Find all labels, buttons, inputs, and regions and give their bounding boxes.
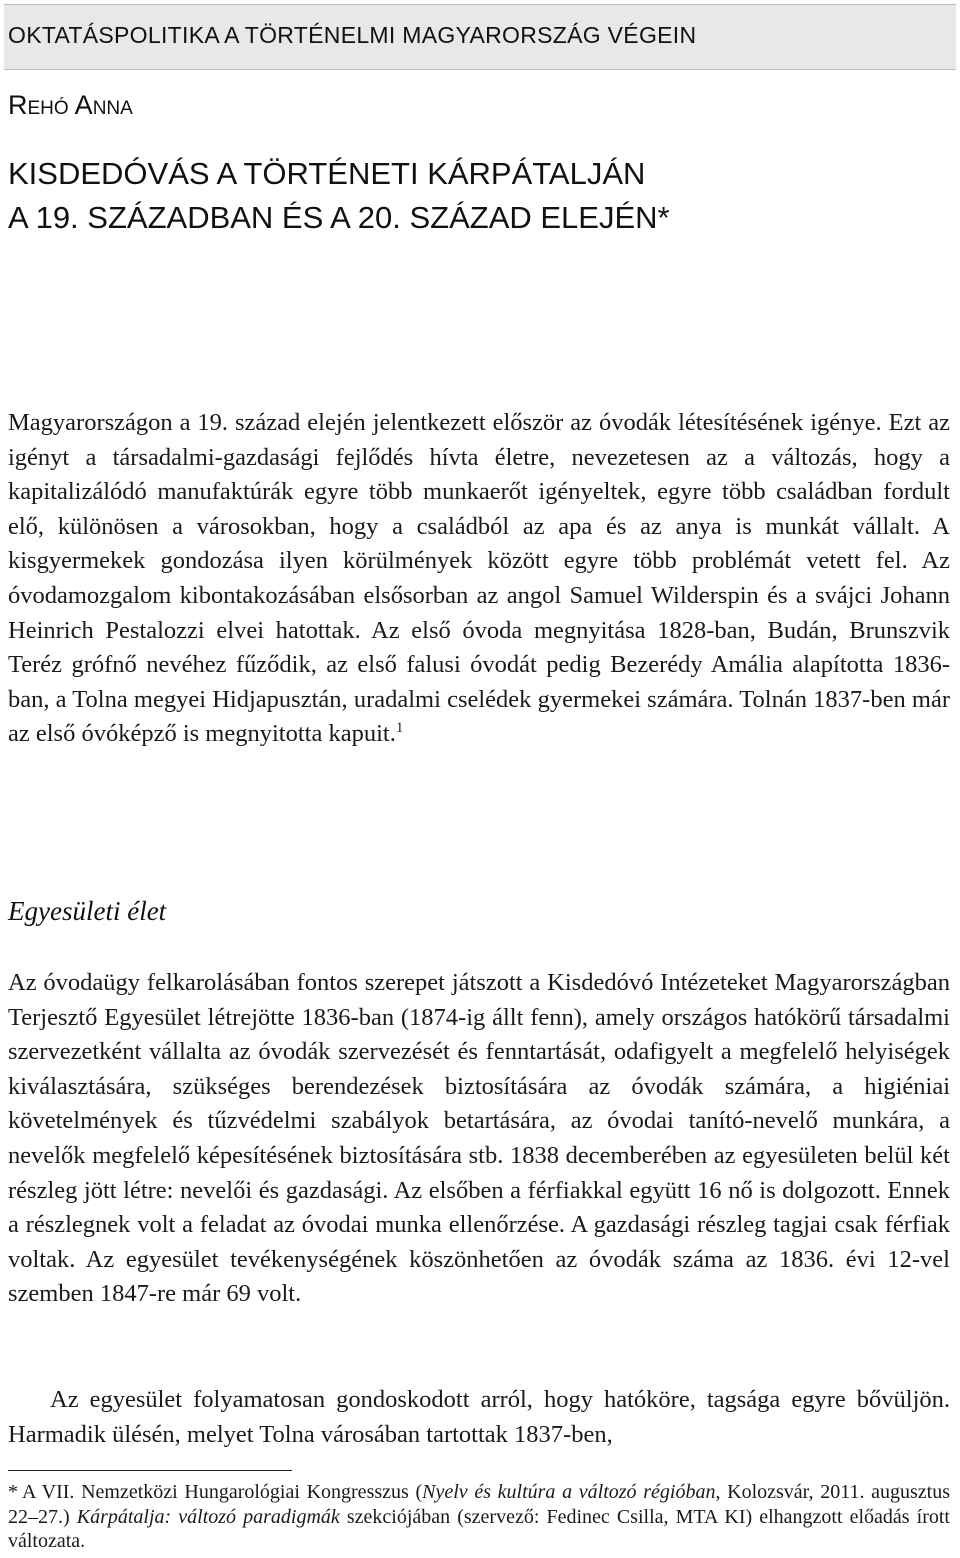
footnote-separator — [8, 1470, 292, 1471]
body-paragraph-1 — [8, 406, 950, 752]
footnote-text-e: szekciójában (szervező: Fedinec Csilla, MTA KI) elhangzott előadás írott változata. — [8, 1505, 950, 1552]
body-paragraph-3: Az egyesület folyamatosan gondoskodott arról, hogy hatóköre, tagsága egyre bővüljön. Harmadik ülésén, melyet Tolna városában tartottak 1837-ben, — [8, 1386, 950, 1448]
running-head: OKTATÁSPOLITIKA A TÖRTÉNELMI MAGYARORSZÁG VÉGEIN — [8, 22, 697, 48]
section-heading: Egyesületi élet — [8, 896, 167, 926]
footnote-section-italic: Kárpátalja: változó paradigmák — [76, 1505, 340, 1528]
footnote-title-italic: Nyelv és kultúra a változó régióban, — [422, 1481, 721, 1503]
article-title-line-2: A 19. SZÁZADBAN ÉS A 20. SZÁZAD ELEJÉN* — [8, 200, 670, 235]
footnote-mark: * — [8, 1481, 18, 1503]
article-title-line-1: KISDEDÓVÁS A TÖRTÉNETI KÁRPÁTALJÁN — [8, 156, 646, 191]
article-title — [8, 152, 938, 240]
paragraph-1-text: Magyarországon a 19. század elején jelentkezett először az óvodák létesítésének igénye. Ezt az igényt a társadalmi-gazdasági fejlődés hívta életre, nevezetesen az a változás, hogy a kapitalizálódó manufaktúrák egyre több munkaerőt igényeltek, egyre több családban fordult elő, különösen a városokban, hogy a családból az apa és az anya is munkát vállalt. A kisgyermekek gondozása ilyen körülmények között egyre több problémát vetett fel. Az óvodamozgalom kibontakozásában elsősorban az angol Samuel Wilderspin és a svájci Johann Heinrich Pestalozzi elvei hatottak. Az első óvoda megnyitása 1828-ban, Budán, Brunszvik Teréz grófnő nevéhez fűződik, az első falusi óvodát pedig Bezerédy Amália alapította 1836-ban, a Tolna megyei Hidjapusztán, uradalmi cselédek gyermekei számára. Tolnán 1837-ben már az első óvóképző is megnyitotta kapuit. — [8, 409, 950, 748]
footnote-text-c: Kolozsvár, 2011. augusztus 22–27.) — [8, 1481, 951, 1528]
article-author: Rehó Anna — [8, 90, 133, 120]
body-paragraph-2: Az óvodaügy felkarolásában fontos szerepet játszott a Kisdedóvó Intézeteket Magyarországban Terjesztő Egyesület létrejötte 1836-ban (1874-ig állt fenn), amely országos hatókörű társadalmi szervezetként vállalta az óvodák szervezését és fenntartását, odafigyelt a megfelelő helyiségek kiválasztására, szükséges berendezések biztosítására az óvodák számára, a higiéniai követelmények és tűzvédelmi szabályok betartására, az óvodai tanító-nevelő munkára, a nevelők megfelelő képesítésének biztosítására stb. 1838 decemberében az egyesületen belül két részleg jött létre: nevelői és gazdasági. Az elsőben a férfiakkal együtt 16 nő is dolgozott. Ennek a részlegnek volt a feladat az óvodai munka ellenőrzése. A gazdasági részleg tagjai csak férfiak voltak. Az egyesület tevékenységének köszönhetően az óvodák száma az 1836. évi 12-vel szemben 1847-re már 69 volt. — [8, 969, 950, 1308]
footnote-text-a: A VII. Nemzetközi Hungarológiai Kongresszus ( — [22, 1481, 423, 1503]
footnote-reference-1: 1 — [395, 720, 404, 737]
footnote — [8, 1480, 950, 1554]
